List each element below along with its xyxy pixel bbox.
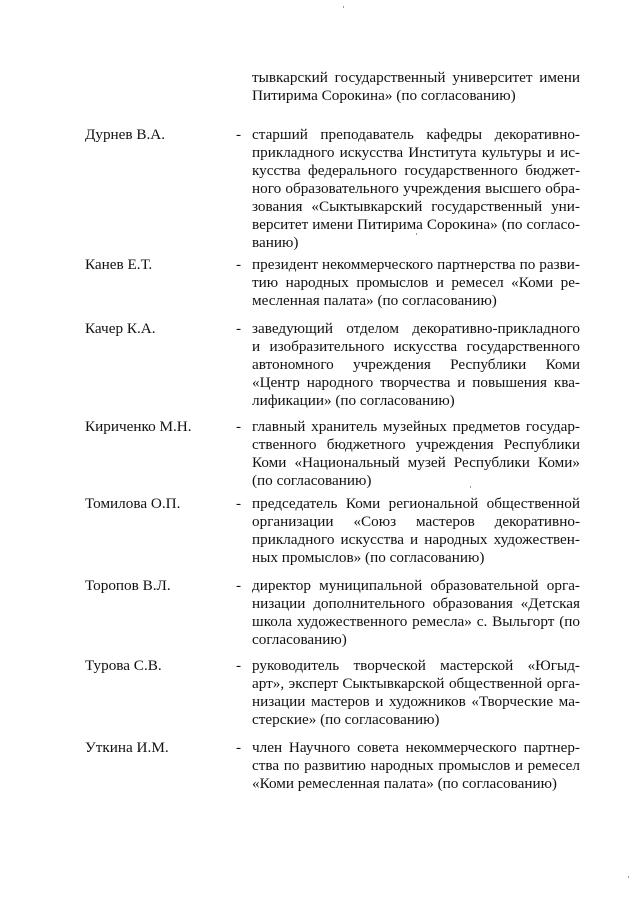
member-description-line: и изобразительного искусства государственного — [252, 338, 580, 355]
scan-speck — [343, 6, 344, 8]
member-description-line: ного образовательного учреждения высшего обра- — [252, 180, 580, 197]
member-description-line: месленная палата» (по согласованию) — [252, 292, 497, 309]
member-description-line: школа художественного ремесла» с. Выльгорт (по — [252, 613, 580, 630]
member-description-line: согласованию) — [252, 631, 347, 648]
member-description-line: ванию) — [252, 234, 299, 251]
member-name: Канев Е.Т. — [85, 256, 153, 273]
member-description-line: кусства федерального государственного бюджет- — [252, 162, 580, 179]
member-description-line: президент некоммерческого партнерства по разви- — [252, 256, 580, 273]
member-name: Качер К.А. — [85, 320, 156, 337]
continued-text — [252, 69, 580, 105]
member-description-line: верситет имени Питирима Сорокина» (по согласо- — [252, 216, 580, 233]
member-description-line: низации мастеров и художников «Творческие ма- — [252, 693, 580, 710]
member-description-line: прикладного искусства и народных художествен- — [252, 531, 580, 548]
continued-line: Питирима Сорокина» (по согласованию) — [252, 87, 516, 104]
member-dash: - — [236, 126, 242, 143]
member-dash: - — [236, 577, 242, 594]
member-dash: - — [236, 495, 242, 512]
member-description-line: (по согласованию) — [252, 472, 372, 489]
scan-speck — [470, 486, 471, 488]
member-name: Дурнев В.А. — [85, 126, 166, 143]
member-name: Торопов В.Л. — [85, 577, 171, 594]
member-description — [252, 418, 580, 490]
member-description-line: ных промыслов» (по согласованию) — [252, 549, 485, 566]
member-description-line: организации «Союз мастеров декоративно- — [252, 513, 580, 530]
member-description-line: ственного бюджетного учреждения Республики — [252, 436, 580, 453]
member-description — [252, 320, 580, 410]
member-description-line: заведующий отделом декоративно-прикладного — [252, 320, 580, 337]
member-description-line: стерские» (по согласованию) — [252, 711, 440, 728]
member-description-line: низации дополнительного образования «Детская — [252, 595, 580, 612]
member-dash: - — [236, 256, 242, 273]
member-name: Уткина И.М. — [85, 739, 169, 756]
member-description-line: прикладного искусства Института культуры и ис- — [252, 144, 580, 161]
member-description-line: тию народных промыслов и ремесел «Коми ре- — [252, 274, 580, 291]
member-dash: - — [236, 657, 242, 674]
continued-line: тывкарский государственный университет имени — [252, 69, 580, 86]
member-description-line: старший преподаватель кафедры декоративно- — [252, 126, 580, 143]
member-description-line: «Коми ремесленная палата» (по согласованию) — [252, 775, 557, 792]
member-dash: - — [236, 418, 242, 435]
member-name: Кириченко М.Н. — [85, 418, 192, 435]
member-description-line: председатель Коми региональной общественной — [252, 495, 580, 512]
member-description-line: член Научного совета некоммерческого партнер- — [252, 739, 580, 756]
member-name: Турова С.В. — [85, 657, 162, 674]
member-description — [252, 739, 580, 793]
member-description — [252, 256, 580, 310]
scan-speck — [416, 233, 417, 235]
member-description — [252, 577, 580, 649]
member-name: Томилова О.П. — [85, 495, 181, 512]
member-dash: - — [236, 739, 242, 756]
member-description-line: арт», эксперт Сыктывкарской общественной орга- — [252, 675, 580, 692]
member-description — [252, 495, 580, 567]
member-description-line: «Центр народного творчества и повышения ква- — [252, 374, 580, 391]
member-dash: - — [236, 320, 242, 337]
member-description-line: главный хранитель музейных предметов государ- — [252, 418, 580, 435]
member-description-line: автономного учреждения Республики Коми — [252, 356, 580, 373]
member-description-line: лификации» (по согласованию) — [252, 392, 455, 409]
member-description-line: ства по развитию народных промыслов и ремесел — [252, 757, 580, 774]
member-description — [252, 657, 580, 729]
scan-speck — [628, 876, 629, 878]
member-description-line: директор муниципальной образовательной орга- — [252, 577, 580, 594]
member-description-line: зования «Сыктывкарский государственный уни- — [252, 198, 580, 215]
member-description-line: Коми «Национальный музей Республики Коми» — [252, 454, 580, 471]
member-description-line: руководитель творческой мастерской «Югыд- — [252, 657, 580, 674]
